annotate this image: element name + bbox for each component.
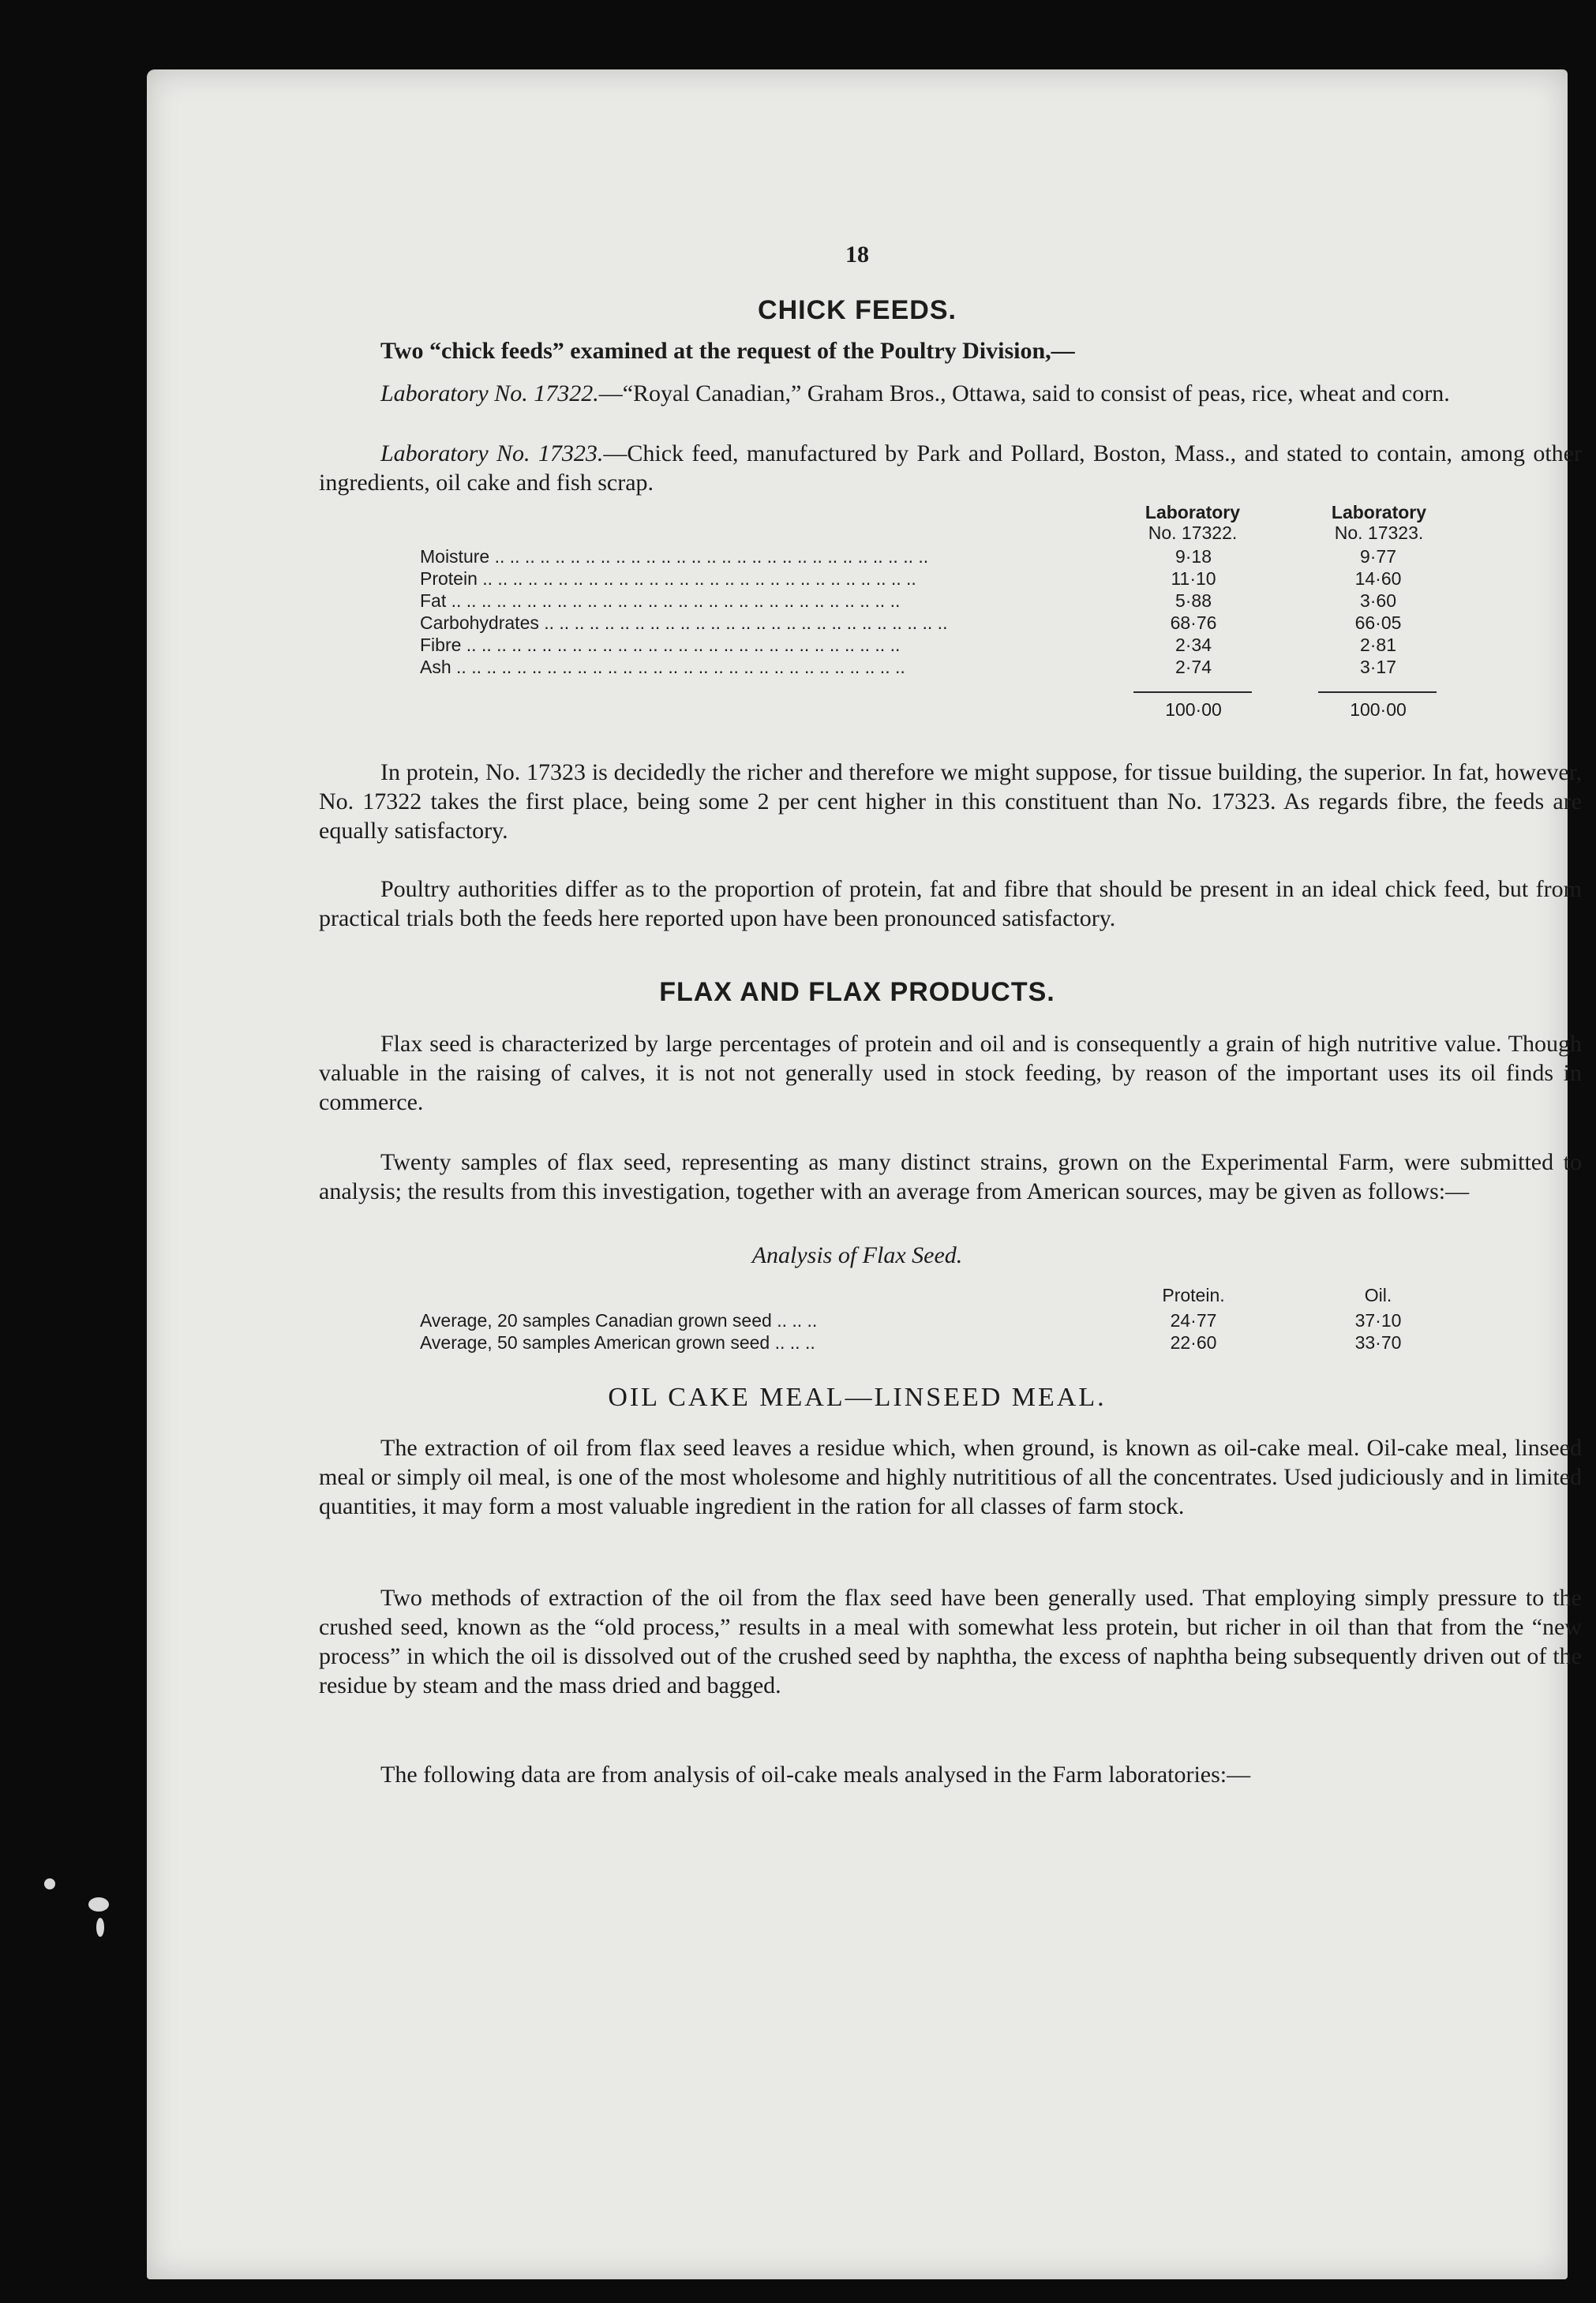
- row-label: Fat .. .. .. .. .. .. .. .. .. .. .. .. .. .. .. .. .. .. .. .. .. .. .. .. .. .. .. .. .. ..: [420, 590, 901, 611]
- chick-feeds-heading: CHICK FEEDS.: [758, 295, 957, 325]
- row-value-17323: 3·17: [1359, 657, 1397, 677]
- row-value-17322: 5·88: [1175, 590, 1212, 611]
- lab-17322-paragraph: [319, 379, 1582, 408]
- row-label: Moisture .. .. .. .. .. .. .. .. .. .. .. .. .. .. .. .. .. .. .. .. .. .. .. .. .. .. .. .. ..: [420, 546, 929, 567]
- chick-feeds-paragraph-1: In protein, No. 17323 is decidedly the richer and therefore we might suppose, for tissue building, the superior. In fat, however, No. 17322 takes the first place, being some 2 per cent higher in this constituent than No. 17323. As regards fibre, the feeds are equally satisfactory.: [319, 759, 1582, 844]
- lab-17322-text: —“Royal Canadian,” Graham Bros., Ottawa, said to consist of peas, rice, wheat and corn.: [598, 380, 1450, 406]
- oil-cake-paragraph-3-text: The following data are from analysis of oil-cake meals analysed in the Farm laboratories:—: [380, 1762, 1251, 1788]
- chick-feeds-intro: Two “chick feeds” examined at the request of the Poultry Division,—: [380, 338, 1075, 364]
- table-col-protein-head: Protein.: [1162, 1285, 1225, 1305]
- lab-17323-text: —Chick feed, manufactured by Park and Pollard, Boston, Mass., and stated to contain, among other ingredients, oil cake and fish scrap.: [319, 440, 1582, 496]
- row-value-17323: 66·05: [1354, 612, 1402, 633]
- row-label: Protein .. .. .. .. .. .. .. .. .. .. .. .. .. .. .. .. .. .. .. .. .. .. .. .. .. .. .. .. ..: [420, 568, 916, 589]
- dust-speck: [96, 1918, 104, 1937]
- row-label: Ash .. .. .. .. .. .. .. .. .. .. .. .. .. .. .. .. .. .. .. .. .. .. .. .. .. .. .. .. .. ..: [420, 657, 905, 677]
- row-value-17323: 14·60: [1354, 568, 1402, 589]
- chick-feeds-paragraph-2: Poultry authorities differ as to the proportion of protein, fat and fibre that should be present in an ideal chick feed, but from practical trials both the feeds here reported upon have been pronounced satisfactory.: [319, 876, 1582, 931]
- oil-cake-paragraph-3: [319, 1760, 1582, 1789]
- row-label: Average, 50 samples American grown seed .. .. ..: [420, 1332, 815, 1353]
- table-col1-head: Laboratory No. 17322.: [1145, 502, 1241, 543]
- row-value-17323: 2·81: [1359, 635, 1397, 655]
- row-value-17322: 11·10: [1171, 568, 1216, 589]
- total-rule: [1133, 691, 1252, 693]
- flax-heading: FLAX AND FLAX PRODUCTS.: [659, 977, 1055, 1007]
- oil-cake-paragraph-1: The extraction of oil from flax seed leaves a residue which, when ground, is known as oil-cake meal. Oil-cake meal, linseed meal or simply oil meal, is one of the most wholesome and highly nutrititious of all the concentrates. Used judiciously and in limited quantities, it may form a most valuable ingredient in the ration for all classes of farm stock.: [319, 1435, 1582, 1519]
- row-label: Average, 20 samples Canadian grown seed .. .. ..: [420, 1310, 818, 1331]
- row-label: Carbohydrates .. .. .. .. .. .. .. .. .. .. .. .. .. .. .. .. .. .. .. .. .. .. .. .. .. .. ..: [420, 612, 948, 633]
- row-value-oil: 37·10: [1354, 1310, 1402, 1331]
- oil-cake-paragraph-2: Two methods of extraction of the oil from the flax seed have been generally used. That employing simply pressure to the crushed seed, known as the “old process,” results in a meal with somewhat less protein, but richer in oil than that from the “new process” in which the oil is dissolved out of the crushed seed by naphtha, the excess of naphtha being subsequently driven out of the residue by steam and the mass dried and bagged.: [319, 1585, 1582, 1698]
- lab-17322-label: Laboratory No. 17322.: [380, 380, 599, 406]
- row-value-17323: 3·60: [1359, 590, 1397, 611]
- flax-paragraph-2: Twenty samples of flax seed, representing as many distinct strains, grown on the Experimental Farm, were submitted to analysis; the results from this investigation, together with an average from American sources, may be given as follows:—: [319, 1149, 1582, 1204]
- row-value-oil: 33·70: [1354, 1332, 1402, 1353]
- flax-table-title: Analysis of Flax Seed.: [751, 1242, 963, 1268]
- row-value-protein: 24·77: [1170, 1310, 1217, 1331]
- lab-17323-label: Laboratory No. 17323.: [380, 440, 604, 466]
- lab-17323-paragraph: [319, 439, 1582, 497]
- row-value-17322: 2·74: [1175, 657, 1212, 677]
- table-col-oil-head: Oil.: [1364, 1285, 1392, 1305]
- oil-cake-heading: OIL CAKE MEAL—LINSEED MEAL.: [608, 1383, 1107, 1412]
- dust-speck: [88, 1897, 109, 1912]
- document-page: [147, 69, 1582, 2279]
- row-value-17322: 2·34: [1175, 635, 1212, 655]
- total-17323: 100·00: [1350, 699, 1407, 720]
- total-17322: 100·00: [1165, 699, 1222, 720]
- row-label: Fibre .. .. .. .. .. .. .. .. .. .. .. .. .. .. .. .. .. .. .. .. .. .. .. .. .. .. .. .. ..: [420, 635, 901, 655]
- table-col2-head: Laboratory No. 17323.: [1331, 502, 1427, 543]
- row-value-17322: 9·18: [1175, 546, 1212, 567]
- row-value-17323: 9·77: [1359, 546, 1397, 567]
- dust-speck: [44, 1878, 55, 1889]
- row-value-protein: 22·60: [1170, 1332, 1217, 1353]
- page-number: 18: [845, 242, 869, 268]
- flax-paragraph-1: Flax seed is characterized by large percentages of protein and oil and is consequently a grain of high nutritive value. Though valuable in the raising of calves, it is not not generally used in stock feeding, by reason of the important uses its oil finds in commerce.: [319, 1031, 1582, 1115]
- total-rule: [1318, 691, 1437, 693]
- row-value-17322: 68·76: [1170, 612, 1217, 633]
